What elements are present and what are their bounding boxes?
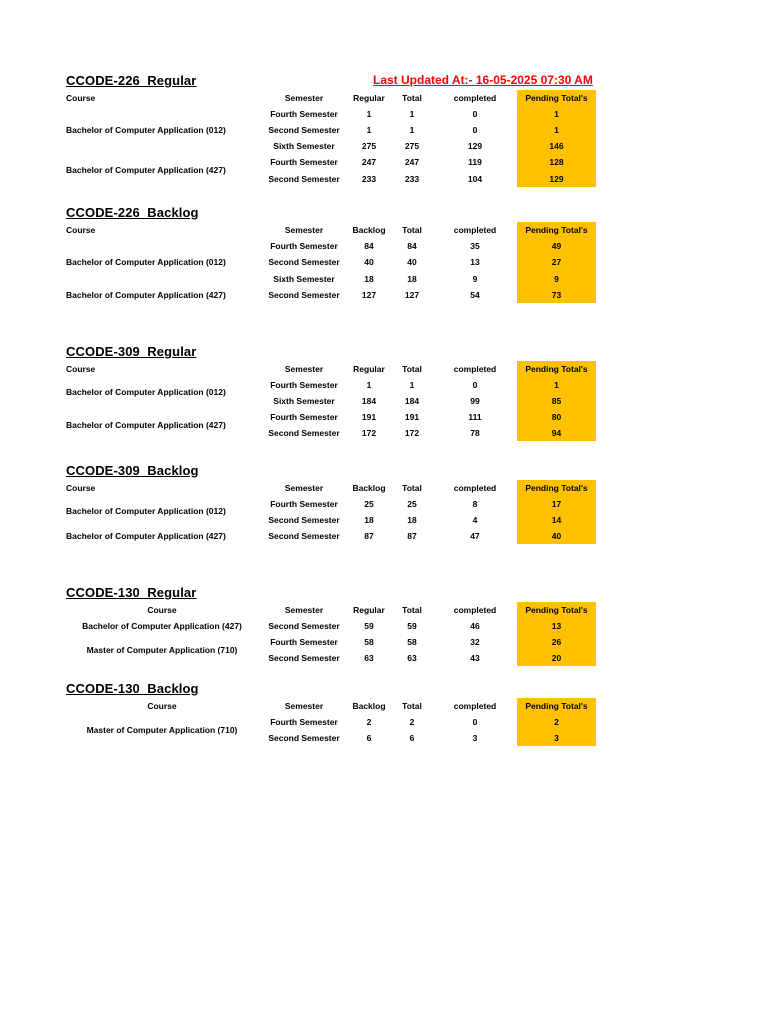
total-cell: 40 [407,257,417,267]
pending-cell: 27 [551,257,562,267]
count-cell: 18 [364,274,374,284]
section-title: CCODE-226 Backlog [66,205,199,220]
table-header-row [0,602,768,618]
count-cell: 1 [366,109,372,119]
total-cell: 1 [409,125,415,135]
count-cell: 6 [366,733,372,743]
section-title: CCODE-309 Regular [66,344,197,359]
header-total: Total [402,93,422,103]
count-cell: 1 [366,125,372,135]
completed-cell: 43 [470,653,480,663]
pending-cell: 49 [551,241,562,251]
header-total: Total [402,605,422,615]
pending-cell: 128 [549,157,564,167]
completed-cell: 0 [472,109,478,119]
count-cell: 84 [364,241,374,251]
total-cell: 18 [407,515,417,525]
header-pending: Pending Total's [525,701,588,711]
semester-cell: Second Semester [268,653,340,663]
header-semester: Semester [284,605,324,615]
count-cell: 59 [364,621,374,631]
count-cell: 87 [364,531,374,541]
semester-cell: Second Semester [268,428,340,438]
total-cell: 233 [404,174,420,184]
table-row [0,271,768,287]
completed-cell: 78 [470,428,480,438]
semester-cell: Sixth Semester [273,141,335,151]
pending-cell: 17 [551,499,562,509]
course-name: Bachelor of Computer Application (012) [66,506,226,516]
pending-cell: 80 [551,412,562,422]
total-cell: 2 [409,717,415,727]
total-cell: 59 [407,621,417,631]
completed-cell: 54 [470,290,480,300]
table-header-row [0,480,768,496]
header-completed: completed [453,225,497,235]
semester-cell: Second Semester [268,257,340,267]
course-name: Bachelor of Computer Application (427) [66,165,226,175]
semester-cell: Fourth Semester [270,380,338,390]
count-cell: 247 [361,157,377,167]
completed-cell: 0 [472,717,478,727]
header-semester: Semester [284,701,324,711]
header-course: Course [66,93,96,103]
completed-cell: 119 [468,157,482,167]
pending-cell: 13 [551,621,562,631]
semester-cell: Second Semester [268,531,340,541]
pending-cell: 9 [554,274,559,284]
course-name: Bachelor of Computer Application (427) [66,531,226,541]
header-total: Total [402,701,422,711]
completed-cell: 35 [470,241,480,251]
count-cell: 191 [361,412,377,422]
completed-cell: 111 [468,412,482,422]
pending-cell: 1 [554,125,559,135]
completed-cell: 9 [472,274,478,284]
header-pending: Pending Total's [525,93,588,103]
count-cell: 40 [364,257,374,267]
total-cell: 58 [407,637,417,647]
header-completed: completed [453,483,497,493]
completed-cell: 13 [470,257,480,267]
total-cell: 84 [407,241,417,251]
header-course: Course [66,225,96,235]
pending-cell: 1 [554,380,559,390]
total-cell: 191 [404,412,420,422]
header-semester: Semester [284,225,324,235]
semester-cell: Fourth Semester [270,637,338,647]
count-cell: 63 [364,653,374,663]
header-course: Course [147,605,177,615]
total-cell: 1 [409,109,415,119]
count-cell: 18 [364,515,374,525]
course-name: Bachelor of Computer Application (427) [66,290,226,300]
pending-cell: 146 [549,141,564,151]
pending-cell: 94 [551,428,562,438]
completed-cell: 47 [470,531,480,541]
completed-cell: 4 [472,515,478,525]
count-cell: 25 [364,499,374,509]
count-cell: 1 [366,380,372,390]
header-pending: Pending Total's [525,225,588,235]
header-total: Total [402,364,422,374]
completed-cell: 129 [467,141,483,151]
header-total: Total [402,483,422,493]
course-name: Master of Computer Application (710) [86,725,238,735]
header-completed: completed [453,364,497,374]
header-pending: Pending Total's [525,483,588,493]
total-cell: 25 [407,499,417,509]
table-header-row [0,698,768,714]
total-cell: 172 [404,428,420,438]
semester-cell: Second Semester [268,621,340,631]
header-pending: Pending Total's [525,605,588,615]
pending-cell: 1 [554,109,559,119]
completed-cell: 0 [472,380,478,390]
course-name: Bachelor of Computer Application (012) [66,257,226,267]
table-row [0,106,768,122]
pending-cell: 20 [551,653,562,663]
header-semester: Semester [284,93,324,103]
count-cell: 172 [361,428,377,438]
total-cell: 63 [407,653,417,663]
course-name: Bachelor of Computer Application (427) [82,621,242,631]
course-name: Bachelor of Computer Application (427) [66,420,226,430]
header-course: Course [147,701,177,711]
semester-cell: Fourth Semester [270,109,338,119]
course-name: Bachelor of Computer Application (012) [66,125,226,135]
header-course: Course [66,364,96,374]
semester-cell: Fourth Semester [270,241,338,251]
completed-cell: 32 [470,637,480,647]
semester-cell: Fourth Semester [270,717,338,727]
completed-cell: 104 [467,174,483,184]
total-cell: 6 [409,733,415,743]
table-row [0,138,768,154]
semester-cell: Second Semester [268,733,340,743]
pending-cell: 85 [551,396,562,406]
pending-cell: 2 [554,717,559,727]
section-title: CCODE-226 Regular [66,73,197,88]
pending-cell: 14 [551,515,562,525]
table-header-row [0,90,768,106]
count-cell: 2 [366,717,372,727]
semester-cell: Fourth Semester [270,157,338,167]
count-cell: 127 [361,290,377,300]
header-completed: completed [453,605,497,615]
table-header-row [0,222,768,238]
section-title: CCODE-130 Regular [66,585,197,600]
total-cell: 1 [409,380,415,390]
header-pending: Pending Total's [525,364,588,374]
header-type: Regular [353,605,385,615]
header-completed: completed [453,701,497,711]
total-cell: 184 [404,396,420,406]
header-type: Regular [353,364,385,374]
course-name: Master of Computer Application (710) [86,645,238,655]
semester-cell: Fourth Semester [270,499,338,509]
pending-cell: 3 [554,733,559,743]
header-total: Total [402,225,422,235]
semester-cell: Sixth Semester [273,274,335,284]
header-type: Regular [353,93,385,103]
pending-cell: 26 [551,637,562,647]
semester-cell: Fourth Semester [270,412,338,422]
total-cell: 127 [404,290,420,300]
header-type: Backlog [352,701,386,711]
count-cell: 275 [361,141,377,151]
semester-cell: Sixth Semester [273,396,335,406]
header-semester: Semester [284,483,324,493]
header-completed: completed [453,93,497,103]
semester-cell: Second Semester [268,125,340,135]
semester-cell: Second Semester [268,515,340,525]
total-cell: 18 [407,274,417,284]
count-cell: 184 [361,396,377,406]
last-updated-label: Last Updated At:- 16-05-2025 07:30 AM [373,73,593,87]
pending-cell: 129 [549,174,564,184]
header-type: Backlog [352,225,386,235]
semester-cell: Second Semester [268,174,340,184]
completed-cell: 3 [472,733,478,743]
table-header-row [0,361,768,377]
count-cell: 58 [364,637,374,647]
header-semester: Semester [284,364,324,374]
total-cell: 247 [404,157,420,167]
total-cell: 275 [404,141,420,151]
section-title: CCODE-309 Backlog [66,463,199,478]
total-cell: 87 [407,531,417,541]
table-row [0,238,768,254]
completed-cell: 8 [472,499,478,509]
header-type: Backlog [352,483,386,493]
completed-cell: 0 [472,125,478,135]
completed-cell: 99 [470,396,480,406]
header-course: Course [66,483,96,493]
section-title: CCODE-130 Backlog [66,681,199,696]
course-name: Bachelor of Computer Application (012) [66,387,226,397]
count-cell: 233 [361,174,377,184]
pending-cell: 73 [551,290,562,300]
semester-cell: Second Semester [268,290,340,300]
pending-cell: 40 [551,531,562,541]
completed-cell: 46 [470,621,480,631]
